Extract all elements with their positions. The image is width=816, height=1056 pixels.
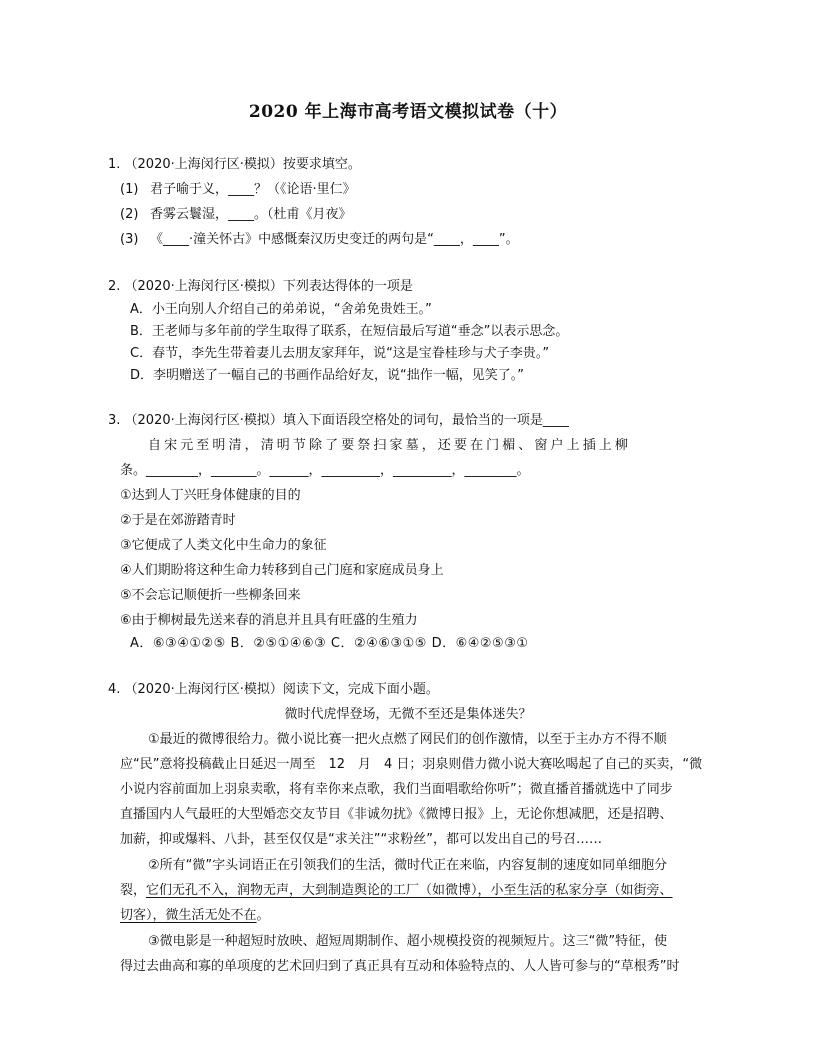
page-title: 2020 年上海市高考语文模拟试卷（十） bbox=[248, 102, 568, 122]
question-1-header: 1. （2020·上海闵行区·模拟）按要求填空。 bbox=[108, 157, 361, 172]
item-text: 香雾云鬟湿，____。（杜甫《月夜》 bbox=[150, 207, 352, 222]
question-2-option-d: D．李明赠送了一幅自己的书画作品给好友，说“拙作一幅，见笑了。” bbox=[130, 368, 524, 383]
question-3-item-3: ③它便成了人类文化中生命力的象征 bbox=[120, 538, 327, 553]
question-3-header: 3. （2020·上海闵行区·模拟）填入下面语段空格处的词句，最恰当的一项是____ bbox=[108, 413, 569, 428]
underlined-text: 它们无孔不入，润物无声，大到制造舆论的工厂（如微博），小至生活的私家分享（如街旁、 bbox=[146, 883, 673, 898]
paragraph-1-line-5: 加薪，抑或爆料、八卦，甚至仅仅是“求关注”“求粉丝”，都可以发出自己的号召…… bbox=[120, 832, 602, 847]
question-1-item-3 bbox=[120, 231, 519, 249]
question-2-header: 2. （2020·上海闵行区·模拟）下列表达得体的一项是 bbox=[108, 279, 413, 294]
article-title: 微时代虎悍登场，无微不至还是集体迷失？ bbox=[284, 707, 532, 722]
paragraph-1-line-2: 应“民”意将投稿截止日延迟一周至 12 月 4 日；羽泉则借力微小说大赛吆喝起了自己的买卖，“微 bbox=[120, 757, 703, 772]
item-text: 君子喻于义，____？（《论语·里仁》 bbox=[150, 182, 356, 197]
question-3-item-6: ⑥由于柳树最先送来春的消息并且具有旺盛的生殖力 bbox=[120, 613, 418, 628]
paragraph-2-line-1: ②所有“微”字头词语正在引领我们的生活，微时代正在来临，内容复制的速度如同单细胞分 bbox=[148, 858, 668, 873]
item-number: (1) bbox=[120, 182, 139, 197]
item-text: 《____·潼关怀古》中感慨秦汉历史变迁的两句是“____，____”。 bbox=[150, 232, 519, 247]
paragraph-2-line-3 bbox=[120, 907, 270, 925]
question-2-option-c: C．春节，李先生带着妻儿去朋友家拜年，说“这是宝眷桂珍与犬子李贵。” bbox=[130, 346, 550, 361]
item-number: (2) bbox=[120, 207, 139, 222]
paragraph-1-line-4: 直播国内人气最旺的大型婚恋交友节目《非诚勿扰》《微博日报》上，无论你想减肥，还是招聘、 bbox=[120, 807, 673, 822]
paragraph-2-line-2 bbox=[120, 882, 673, 900]
paragraph-2-plain-text: 裂， bbox=[120, 883, 147, 898]
paragraph-2-end: 。 bbox=[256, 908, 270, 923]
question-2-option-b: B．王老师与多年前的学生取得了联系，在短信最后写道“垂念”以表示思念。 bbox=[130, 324, 569, 339]
question-1-item-1 bbox=[120, 181, 356, 199]
paragraph-3-line-1: ③微电影是一种超短时放映、超短周期制作、超小规模投资的视频短片。这三“微”特征，使 bbox=[148, 934, 668, 949]
question-3-choices: A．⑥③④①②⑤ B．②⑤①④⑥③ C．②④⑥③①⑤ D．⑥④②⑤③① bbox=[130, 636, 529, 651]
item-number: (3) bbox=[120, 232, 139, 247]
question-2-option-a: A．小王向别人介绍自己的弟弟说，“舍弟免贵姓王。” bbox=[130, 302, 432, 317]
question-3-passage-line-1: 自宋元至明清，清明节除了要祭扫家墓，还要在门楣、窗户上插上柳 bbox=[148, 438, 632, 453]
question-4-header: 4. （2020·上海闵行区·模拟）阅读下文，完成下面小题。 bbox=[108, 682, 439, 697]
question-3-item-4: ④人们期盼将这种生命力转移到自己门庭和家庭成员身上 bbox=[120, 563, 444, 578]
question-1-item-2 bbox=[120, 206, 352, 224]
underlined-text: 切客），微生活无处不在 bbox=[120, 908, 257, 923]
paragraph-1-line-3: 小说内容前面加上羽泉卖歌，将有幸你来点歌，我们当面唱歌给你听”；微直播首播就选中了同步 bbox=[120, 782, 673, 797]
question-3-item-5: ⑤不会忘记顺便折一些柳条回来 bbox=[120, 588, 301, 603]
question-3-item-2: ②于是在郊游踏青时 bbox=[120, 513, 236, 528]
question-3-passage-line-2: 条。________，_______。______，_________，_________，________。 bbox=[120, 463, 530, 478]
question-3-item-1: ①达到人丁兴旺身体健康的目的 bbox=[120, 488, 301, 503]
paragraph-3-line-2: 得过去曲高和寡的单项度的艺术回归到了真正具有互动和体验特点的、人人皆可参与的“草根秀”时 bbox=[120, 959, 680, 974]
paragraph-1-line-1: ①最近的微博很给力。微小说比赛一把火点燃了网民们的创作激情，以至于主办方不得不顺 bbox=[148, 732, 667, 747]
